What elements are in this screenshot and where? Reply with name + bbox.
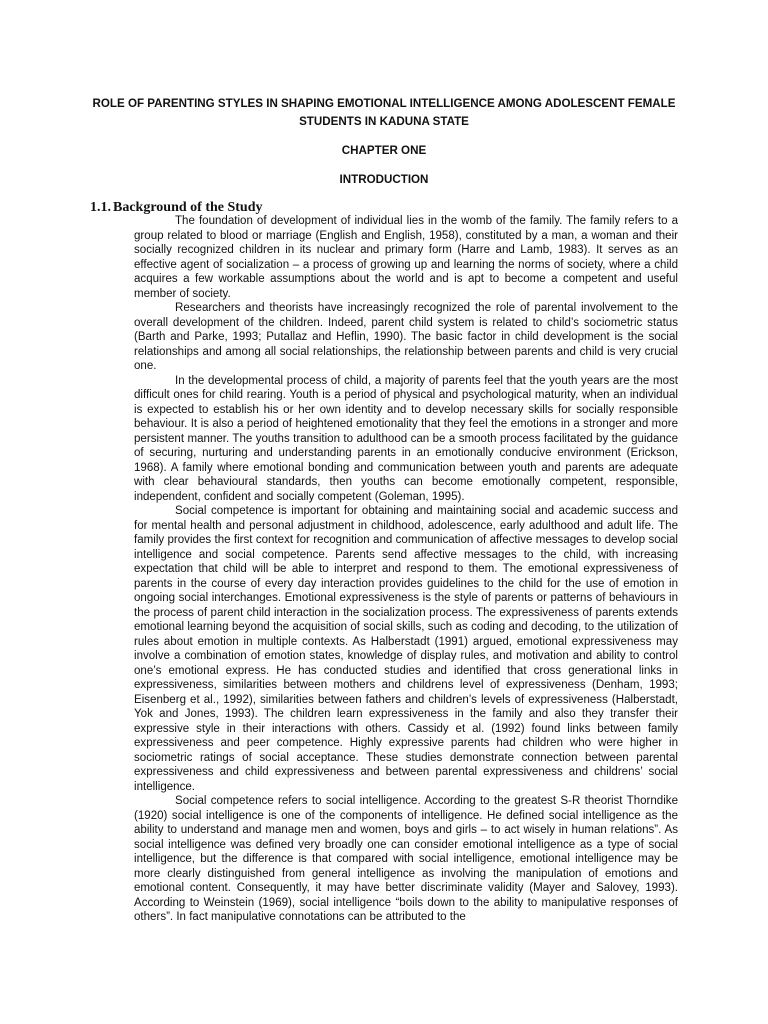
paragraph: Researchers and theorists have increasingly recognized the role of parental involvement to the overall development of the children. Indeed, parent child system is related to child’s sociometric status (Barth and Parke, 1993; Putallaz and Heflin, 1990). The basic factor in child development is the social relationships and among all social relationships, the relationship between parents and child is very crucial one.: [134, 302, 678, 372]
section-number: 1.1.: [90, 200, 111, 215]
chapter-title: INTRODUCTION: [339, 173, 429, 186]
paragraph: Social competence refers to social intelligence. According to the greatest S-R theorist Thorndike (1920) social intelligence is one of the components of intelligence. He defined social intelligence as the ability to understand and manage men and women, boys and girls – to act wisely in human relations”. As social intelligence was defined very broadly one can consider emotional intelligence as a type of social intelligence, but the difference is that compared with social intelligence, emotional intelligence may be more clearly distinguished from general intelligence as involving the manipulation of emotions and emotional content. Consequently, it may have better discriminate validity (Mayer and Salovey, 1993). According to Weinstein (1969), social intelligence “boils down to the ability to manipulative responses of others”. In fact manipulative connotations can be attributed to the: [134, 795, 678, 923]
paragraph: The foundation of development of individual lies in the womb of the family. The family refers to a group related to blood or marriage (English and English, 1958), constituted by a man, a woman and their socially recognized children in its nuclear and primary form (Harre and Lamb, 1983). It serves as an effective agent of socialization – a process of growing up and learning the norms of society, where a child acquires a few workable assumptions about the world and is apt to become a competent and useful member of society.: [134, 215, 678, 300]
body-text: [134, 214, 678, 925]
paragraph: In the developmental process of child, a majority of parents feel that the youth years are the most difficult ones for child rearing. Youth is a period of physical and psychological maturity, when an individual is expected to establish his or her own identity and to develop necessary skills for socially responsible behaviour. It is also a period of heightened emotionality that they feel the emotions in a stronger and more persistent manner. The youths transition to adulthood can be a smooth process facilitated by the guidance of securing, nurturing and understanding parents in an emotionally conducive environment (Erickson, 1968). A family where emotional bonding and communication between youth and parents are adequate with clear behavioural standards, then youths can become emotionally competent, responsible, independent, confident and socially competent (Goleman, 1995).: [134, 374, 678, 503]
section-title: Background of the Study: [113, 200, 263, 215]
document-title: ROLE OF PARENTING STYLES IN SHAPING EMOTIONAL INTELLIGENCE AMONG ADOLESCENT FEMALE STUDENTS IN KADUNA STATE: [92, 97, 676, 128]
chapter-heading: CHAPTER ONE: [341, 144, 427, 157]
paragraph: Social competence is important for obtaining and maintaining social and academic success and for mental health and personal adjustment in childhood, adolescence, early adulthood and adult life. The family provides the first context for recognition and communication of affective messages to develop social intelligence and social competence. Parents send affective messages to the child, with increasing expectation that child will be able to interpret and respond to them. The emotional expressiveness of parents in the course of every day interaction provides guidelines to the child for the use of emotion in ongoing social interchanges. Emotional expressiveness is the style of parents or patterns of behaviours in the process of parent child interaction in the socialization process. The expressiveness of parents extends emotional learning beyond the acquisition of social skills, such as coding and decoding, to the utilization of rules about emotion in multiple contexts. As Halberstadt (1991) argued, emotional expressiveness may involve a combination of emotion states, knowledge of display rules, and motivation and ability to control one’s emotional express. He has conducted studies and identified that cross generational links in expressiveness, similarities between mothers and childrens level of expressiveness (Denham, 1993; Eisenberg et al., 1992), similarities between fathers and children’s levels of expressiveness (Halberstadt, Yok and Jones, 1993). The children learn expressiveness in the family and also they transfer their expressive style in their interactions with others. Cassidy et al. (1992) found links between family expressiveness and peer competence. Highly expressive parents had children who were higher in sociometric ratings of social acceptance. These studies demonstrate connection between parental expressiveness and child expressiveness and between parental expressiveness and childrens’ social intelligence.: [134, 505, 678, 793]
